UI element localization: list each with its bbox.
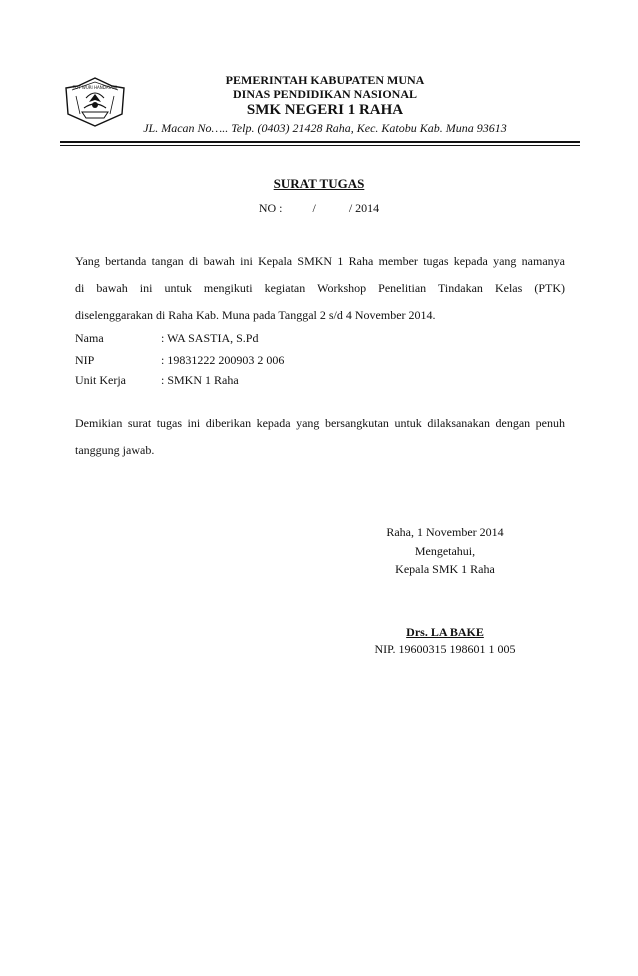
signature-position: Kepala SMK 1 Raha [395, 562, 495, 576]
field-value: : SMKN 1 Raha [161, 373, 239, 387]
closing-paragraph [75, 410, 565, 464]
document-title: SURAT TUGAS [273, 176, 365, 191]
intro-line: diselenggarakan di Raha Kab. Muna pada Tanggal 2 s/d 4 November 2014. [75, 308, 436, 322]
field-label: Unit Kerja [75, 373, 126, 387]
field-row-unit-kerja [75, 370, 565, 390]
field-label: NIP [75, 353, 95, 367]
letterhead-address: JL. Macan No….. Telp. (0403) 21428 Raha, Kec. Katobu Kab. Muna 93613 [143, 121, 507, 135]
field-row-nip [75, 350, 565, 370]
signature-place-date: Raha, 1 November 2014 [386, 525, 504, 539]
letterhead-school-name: SMK NEGERI 1 RAHA [246, 102, 404, 118]
letterhead-divider-thick [60, 141, 580, 143]
intro-paragraph [75, 248, 565, 329]
field-value: : WA SASTIA, S.Pd [161, 331, 259, 345]
letterhead-divider-thin [60, 145, 580, 146]
closing-line: Demikian surat tugas ini diberikan kepada yang bersangkutan untuk dilaksanakan dengan penuh [75, 416, 565, 430]
signatory-nip: NIP. 19600315 198601 1 005 [374, 642, 516, 656]
letterhead-department: DINAS PENDIDIKAN NASIONAL [232, 87, 418, 101]
intro-line: Yang bertanda tangan di bawah ini Kepala SMKN 1 Raha member tugas kepada yang namanya [75, 254, 565, 268]
emblem-motto: TUT WURI HANDAYANI [72, 85, 118, 90]
field-row-nama [75, 328, 565, 348]
letterhead-government: PEMERINTAH KABUPATEN MUNA [225, 73, 425, 87]
closing-line: tanggung jawab. [75, 443, 155, 457]
document-number: NO : / / 2014 [258, 201, 380, 215]
signature-acknowledged: Mengetahui, [414, 544, 476, 558]
field-value: : 19831222 200903 2 006 [161, 353, 285, 367]
signatory-name: Drs. LA BAKE [406, 625, 484, 639]
intro-line: di bawah ini untuk mengikuti kegiatan Workshop Penelitian Tindakan Kelas (PTK) [75, 281, 565, 295]
field-label: Nama [75, 331, 104, 345]
